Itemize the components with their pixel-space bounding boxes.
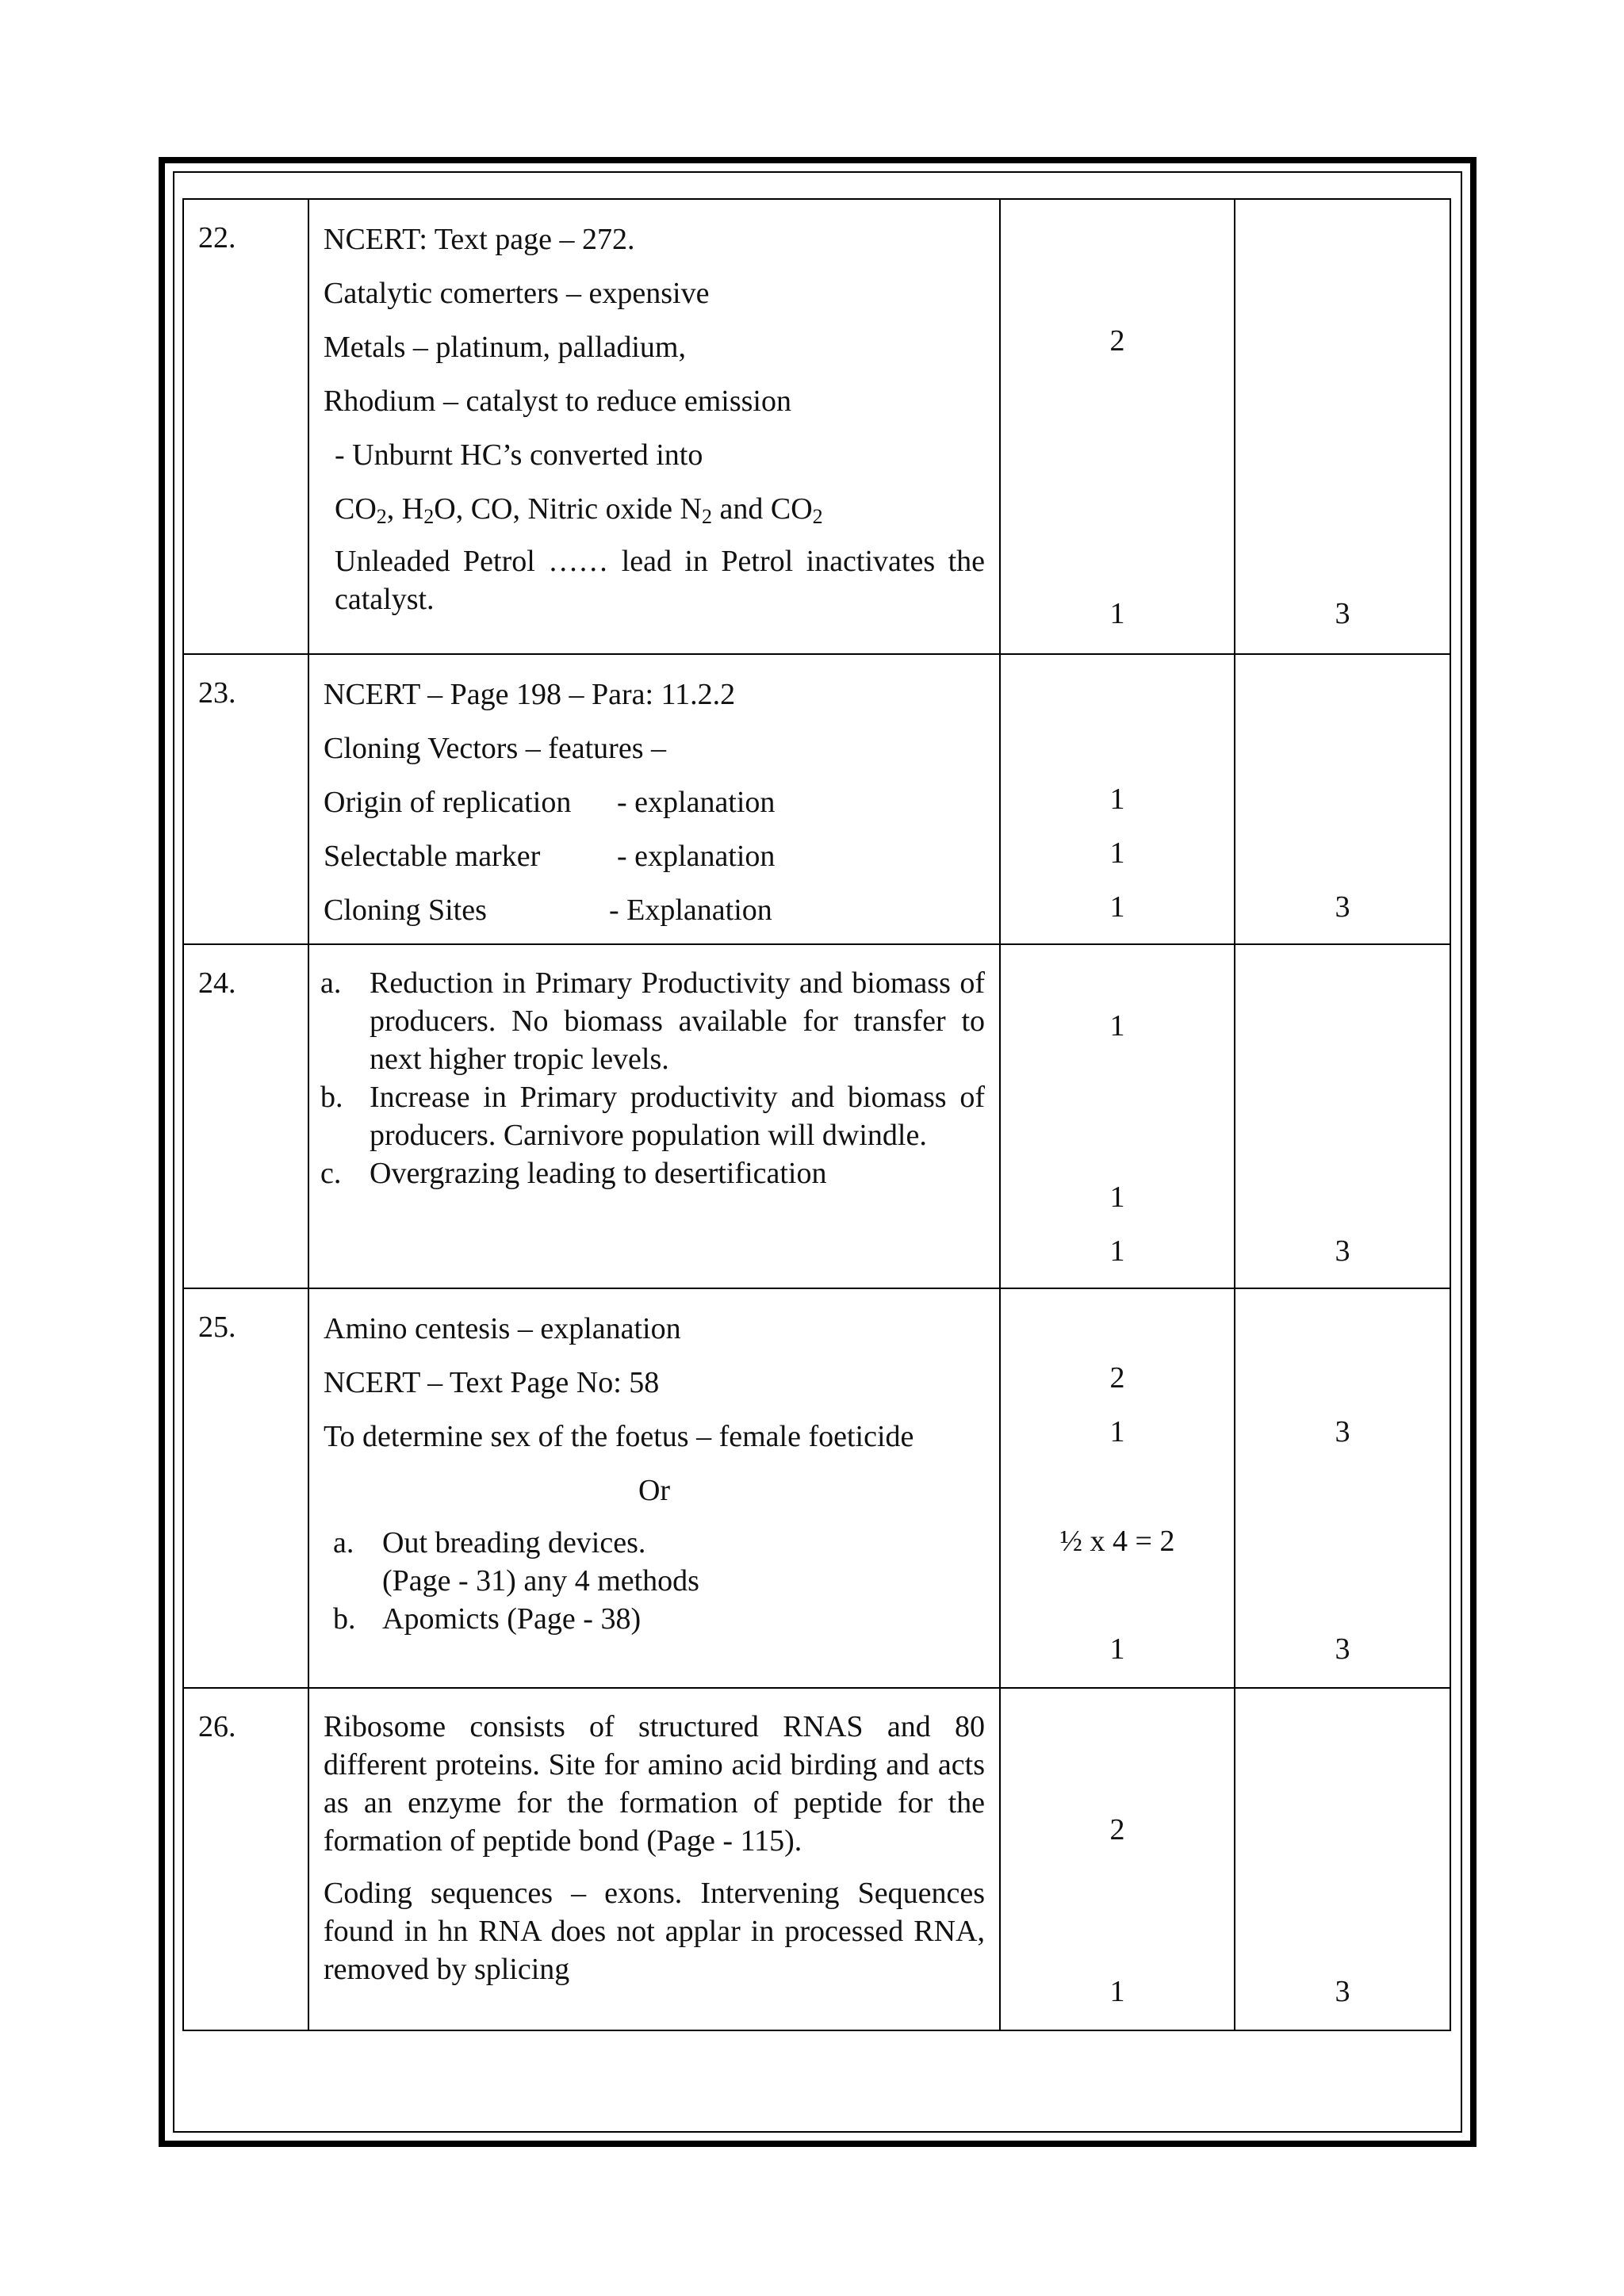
or-divider: Or (638, 1474, 671, 1507)
list-item: b. Apomicts (Page - 38) (333, 1602, 642, 1636)
mark-value: 1 (1109, 1009, 1125, 1043)
feature-line (324, 836, 985, 877)
chemical-formula-line: $CO_2$, $H_2O$, CO, Nitric oxide $N_2$ and $CO_2$ (335, 492, 823, 528)
answer-line: Catalytic comerters – expensive (324, 277, 710, 310)
list-item: b. Increase in Primary productivity and biomass of producers. Carnivore population will dwindle. (320, 1081, 985, 1152)
list-item: a. Out breading devices. (Page - 31) any 4 methods (333, 1526, 699, 1598)
mark-value: 1 (1109, 783, 1125, 816)
mark-value: 1 (1109, 890, 1125, 924)
question-number: 26. (198, 1710, 236, 1743)
answer-key-table (182, 198, 1451, 2031)
mark-value: 1 (1109, 1234, 1125, 1268)
total-value: 3 (1335, 1632, 1350, 1666)
marks-cell (1000, 1288, 1235, 1688)
answer-paragraph: Coding sequences – exons. Intervening Sequences found in hn RNA does not applar in processed RNA, removed by splicing (324, 1877, 985, 1986)
answer-line: To determine sex of the foetus – female foeticide (324, 1420, 914, 1453)
answer-cell (308, 1288, 1000, 1688)
feature-label: Cloning Sites (324, 894, 487, 927)
answer-line: NCERT – Page 198 – Para: 11.2.2 (324, 678, 736, 711)
question-number: 24. (198, 966, 236, 1000)
feature-label: Selectable marker (324, 840, 541, 873)
total-cell (1235, 944, 1450, 1288)
mark-value: 1 (1109, 1975, 1125, 2008)
answer-line: Amino centesis – explanation (324, 1312, 681, 1345)
mark-value: 2 (1109, 324, 1125, 358)
question-number-cell (183, 1288, 308, 1688)
answer-paragraph: Ribosome consists of structured RNAS and 80 different proteins. Site for amino acid birding and acts as an enzyme for the formation of peptide for the formation of peptide bond (Page - 115). (324, 1710, 985, 1858)
feature-value: - explanation (617, 786, 776, 819)
total-value: 3 (1335, 1975, 1350, 2008)
mark-value: 1 (1109, 1632, 1125, 1666)
total-cell (1235, 1288, 1450, 1688)
marks-cell (1000, 1688, 1235, 2030)
answer-line: Rhodium – catalyst to reduce emission (324, 385, 791, 418)
marks-cell (1000, 199, 1235, 654)
feature-label: Origin of replication (324, 786, 572, 819)
question-number-cell (183, 199, 308, 654)
mark-value: ½ x 4 = 2 (1059, 1525, 1175, 1558)
question-number: 23. (198, 676, 236, 710)
mark-value: 2 (1109, 1361, 1125, 1395)
answer-list (324, 1524, 985, 1638)
answer-line: - Unburnt HC’s converted into (335, 438, 703, 472)
total-cell (1235, 1688, 1450, 2030)
question-number: 22. (198, 221, 236, 254)
question-number: 25. (198, 1311, 236, 1344)
feature-line (324, 890, 985, 931)
table-row (183, 1288, 1450, 1688)
mark-value: 1 (1109, 1181, 1125, 1214)
table-row (183, 199, 1450, 654)
answer-cell (308, 654, 1000, 944)
answer-line: NCERT – Text Page No: 58 (324, 1366, 660, 1399)
mark-value: 1 (1109, 836, 1125, 870)
total-value: 3 (1335, 597, 1350, 630)
list-item: a. Reduction in Primary Productivity and biomass of producers. No biomass available for transfer to next higher tropic levels. (320, 966, 985, 1076)
table-row (183, 654, 1450, 944)
answer-line: Metals – platinum, palladium, (324, 331, 686, 364)
answer-cell (308, 1688, 1000, 2030)
question-number-cell (183, 1688, 308, 2030)
marks-cell (1000, 654, 1235, 944)
total-cell (1235, 654, 1450, 944)
mark-value: 1 (1109, 597, 1125, 630)
question-number-cell (183, 654, 308, 944)
answer-line: NCERT: Text page – 272. (324, 223, 635, 256)
question-number-cell (183, 944, 308, 1288)
list-item: c. Overgrazing leading to desertification (320, 1157, 827, 1190)
table-row (183, 944, 1450, 1288)
total-value: 3 (1335, 1415, 1350, 1448)
feature-value: - explanation (617, 840, 776, 873)
total-value: 3 (1335, 1234, 1350, 1268)
answer-line: Cloning Vectors – features – (324, 732, 666, 765)
answer-list (320, 964, 985, 1192)
feature-value: - Explanation (609, 894, 772, 927)
total-cell (1235, 199, 1450, 654)
answer-cell (308, 944, 1000, 1288)
marks-cell (1000, 944, 1235, 1288)
feature-line (324, 782, 985, 823)
answer-cell (308, 199, 1000, 654)
answer-line: Unleaded Petrol …… lead in Petrol inactivates the catalyst. (335, 545, 985, 616)
total-value: 3 (1335, 890, 1350, 924)
mark-value: 1 (1109, 1415, 1125, 1448)
table-row (183, 1688, 1450, 2030)
mark-value: 2 (1109, 1813, 1125, 1846)
